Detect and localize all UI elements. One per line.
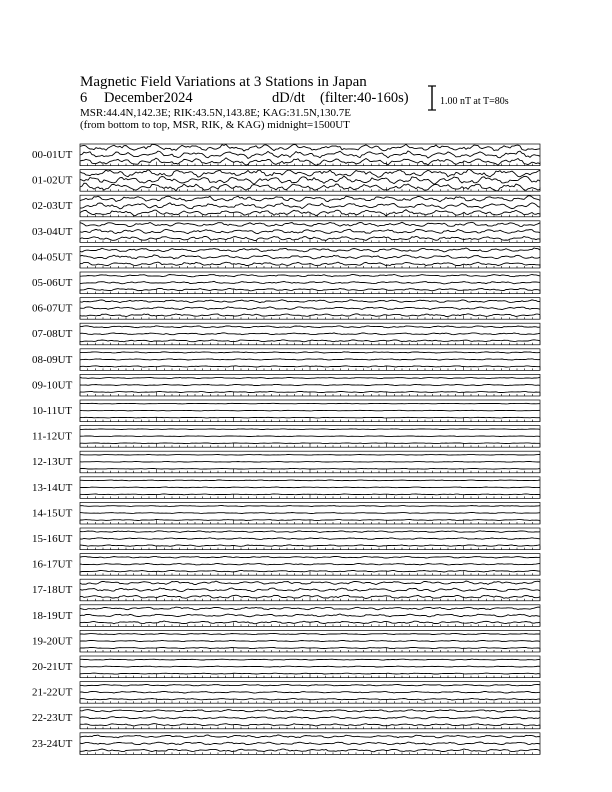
hour-label: 00-01UT bbox=[32, 149, 73, 161]
trace-rik bbox=[80, 229, 540, 233]
trace-rik bbox=[80, 666, 540, 667]
hour-row bbox=[32, 477, 540, 499]
trace-kag bbox=[80, 222, 540, 226]
chart-header bbox=[80, 74, 509, 131]
trace-kag bbox=[80, 196, 540, 202]
trace-rik bbox=[80, 410, 540, 411]
hour-label: 23-24UT bbox=[32, 737, 73, 750]
trace-msr bbox=[80, 443, 540, 444]
trace-msr bbox=[80, 366, 540, 367]
trace-kag bbox=[80, 429, 540, 430]
chart-title: Magnetic Field Variations at 3 Stations in Japan bbox=[80, 74, 367, 90]
trace-rik bbox=[80, 614, 540, 617]
hour-label: 20-21UT bbox=[32, 661, 73, 673]
hour-label: 19-20UT bbox=[32, 635, 73, 648]
hour-label: 01-02UT bbox=[32, 174, 73, 187]
hour-label: 09-10UT bbox=[32, 379, 73, 392]
hour-row bbox=[32, 323, 540, 345]
trace-rik bbox=[80, 487, 540, 488]
trace-rik bbox=[80, 742, 540, 745]
trace-rik bbox=[80, 307, 540, 310]
hour-label: 07-08UT bbox=[32, 328, 73, 341]
trace-rik bbox=[80, 640, 540, 641]
hour-label: 16-17UT bbox=[32, 558, 73, 571]
hour-label: 04-05UT bbox=[32, 251, 73, 264]
hour-row bbox=[32, 502, 540, 524]
hour-row bbox=[32, 605, 540, 627]
trace-kag bbox=[80, 531, 540, 533]
trace-kag bbox=[80, 710, 540, 712]
hour-row bbox=[32, 144, 540, 166]
trace-rik bbox=[80, 588, 540, 592]
hour-row bbox=[32, 656, 540, 678]
trace-rik bbox=[80, 436, 540, 437]
hour-label: 11-12UT bbox=[32, 430, 72, 443]
hour-label: 12-13UT bbox=[32, 456, 73, 469]
trace-kag bbox=[80, 144, 540, 151]
hour-label: 18-19UT bbox=[32, 609, 73, 622]
trace-rik bbox=[80, 462, 540, 463]
trace-msr bbox=[80, 647, 540, 648]
trace-rik bbox=[80, 384, 540, 385]
trace-rik bbox=[80, 176, 540, 184]
scale-label: 1.00 nT at T=80s bbox=[440, 96, 509, 107]
trace-rik bbox=[80, 538, 540, 540]
trace-rik bbox=[80, 203, 540, 209]
hour-label: 21-22UT bbox=[32, 686, 73, 699]
trace-rik bbox=[80, 359, 540, 360]
hour-label: 14-15UT bbox=[32, 507, 73, 520]
trace-kag bbox=[80, 581, 540, 585]
trace-rik bbox=[80, 691, 540, 693]
stations-line: MSR:44.4N,142.3E; RIK:43.5N,143.8E; KAG:31.5N,130.7E bbox=[80, 107, 352, 119]
hour-row bbox=[32, 528, 540, 550]
hour-row bbox=[32, 733, 540, 755]
hour-row bbox=[32, 682, 540, 704]
date-day: 6 bbox=[80, 90, 88, 106]
hour-row bbox=[32, 195, 540, 217]
trace-rik bbox=[80, 151, 540, 158]
trace-kag bbox=[80, 480, 540, 481]
hour-label: 08-09UT bbox=[32, 353, 73, 366]
trace-rik bbox=[80, 513, 540, 514]
trace-kag bbox=[80, 556, 540, 558]
hour-row bbox=[32, 707, 540, 729]
trace-msr bbox=[80, 469, 540, 470]
hour-label: 13-14UT bbox=[32, 481, 73, 494]
quantity-label: dD/dt bbox=[272, 90, 306, 106]
trace-kag bbox=[80, 326, 540, 328]
trace-kag bbox=[80, 506, 540, 507]
trace-msr bbox=[80, 494, 540, 495]
hour-label: 22-23UT bbox=[32, 712, 73, 725]
hour-row bbox=[32, 579, 540, 601]
trace-rik bbox=[80, 255, 540, 259]
hour-label: 15-16UT bbox=[32, 533, 73, 545]
trace-kag bbox=[80, 685, 540, 686]
scale-bar bbox=[428, 86, 509, 110]
trace-kag bbox=[80, 274, 540, 276]
trace-msr bbox=[80, 673, 540, 674]
trace-msr bbox=[80, 545, 540, 547]
trace-kag bbox=[80, 248, 540, 252]
trace-rik bbox=[80, 281, 540, 284]
hour-label: 02-03UT bbox=[32, 200, 73, 213]
hour-row bbox=[32, 298, 540, 320]
hour-label: 17-18UT bbox=[32, 584, 73, 597]
hour-row bbox=[32, 221, 540, 243]
hour-row bbox=[32, 272, 540, 294]
trace-kag bbox=[80, 170, 540, 178]
trace-msr bbox=[80, 417, 540, 418]
hour-row bbox=[32, 451, 540, 473]
date-month-year: December2024 bbox=[104, 90, 193, 106]
trace-kag bbox=[80, 735, 540, 738]
hour-row bbox=[32, 554, 540, 576]
trace-kag bbox=[80, 607, 540, 610]
trace-kag bbox=[80, 455, 540, 456]
trace-kag bbox=[80, 633, 540, 634]
hour-row bbox=[32, 630, 540, 652]
trace-rik bbox=[80, 333, 540, 335]
order-line: (from bottom to top, MSR, RIK, & KAG) midnight=1500UT bbox=[80, 119, 350, 131]
trace-msr bbox=[80, 698, 540, 700]
hour-label: 10-11UT bbox=[32, 405, 72, 417]
trace-kag bbox=[80, 403, 540, 404]
trace-kag bbox=[80, 659, 540, 660]
hour-rows bbox=[32, 144, 540, 754]
hour-label: 03-04UT bbox=[32, 225, 73, 238]
trace-rik bbox=[80, 717, 540, 719]
hour-row bbox=[32, 374, 540, 396]
trace-kag bbox=[80, 300, 540, 303]
hour-row bbox=[32, 426, 540, 448]
trace-kag bbox=[80, 352, 540, 353]
hour-row bbox=[32, 400, 540, 422]
hour-label: 05-06UT bbox=[32, 277, 73, 289]
hour-row bbox=[32, 246, 540, 268]
hour-label: 06-07UT bbox=[32, 302, 73, 315]
hour-row bbox=[32, 170, 540, 192]
trace-rik bbox=[80, 563, 540, 565]
trace-kag bbox=[80, 377, 540, 378]
filter-label: (filter:40-160s) bbox=[320, 90, 409, 106]
hour-row bbox=[32, 349, 540, 371]
